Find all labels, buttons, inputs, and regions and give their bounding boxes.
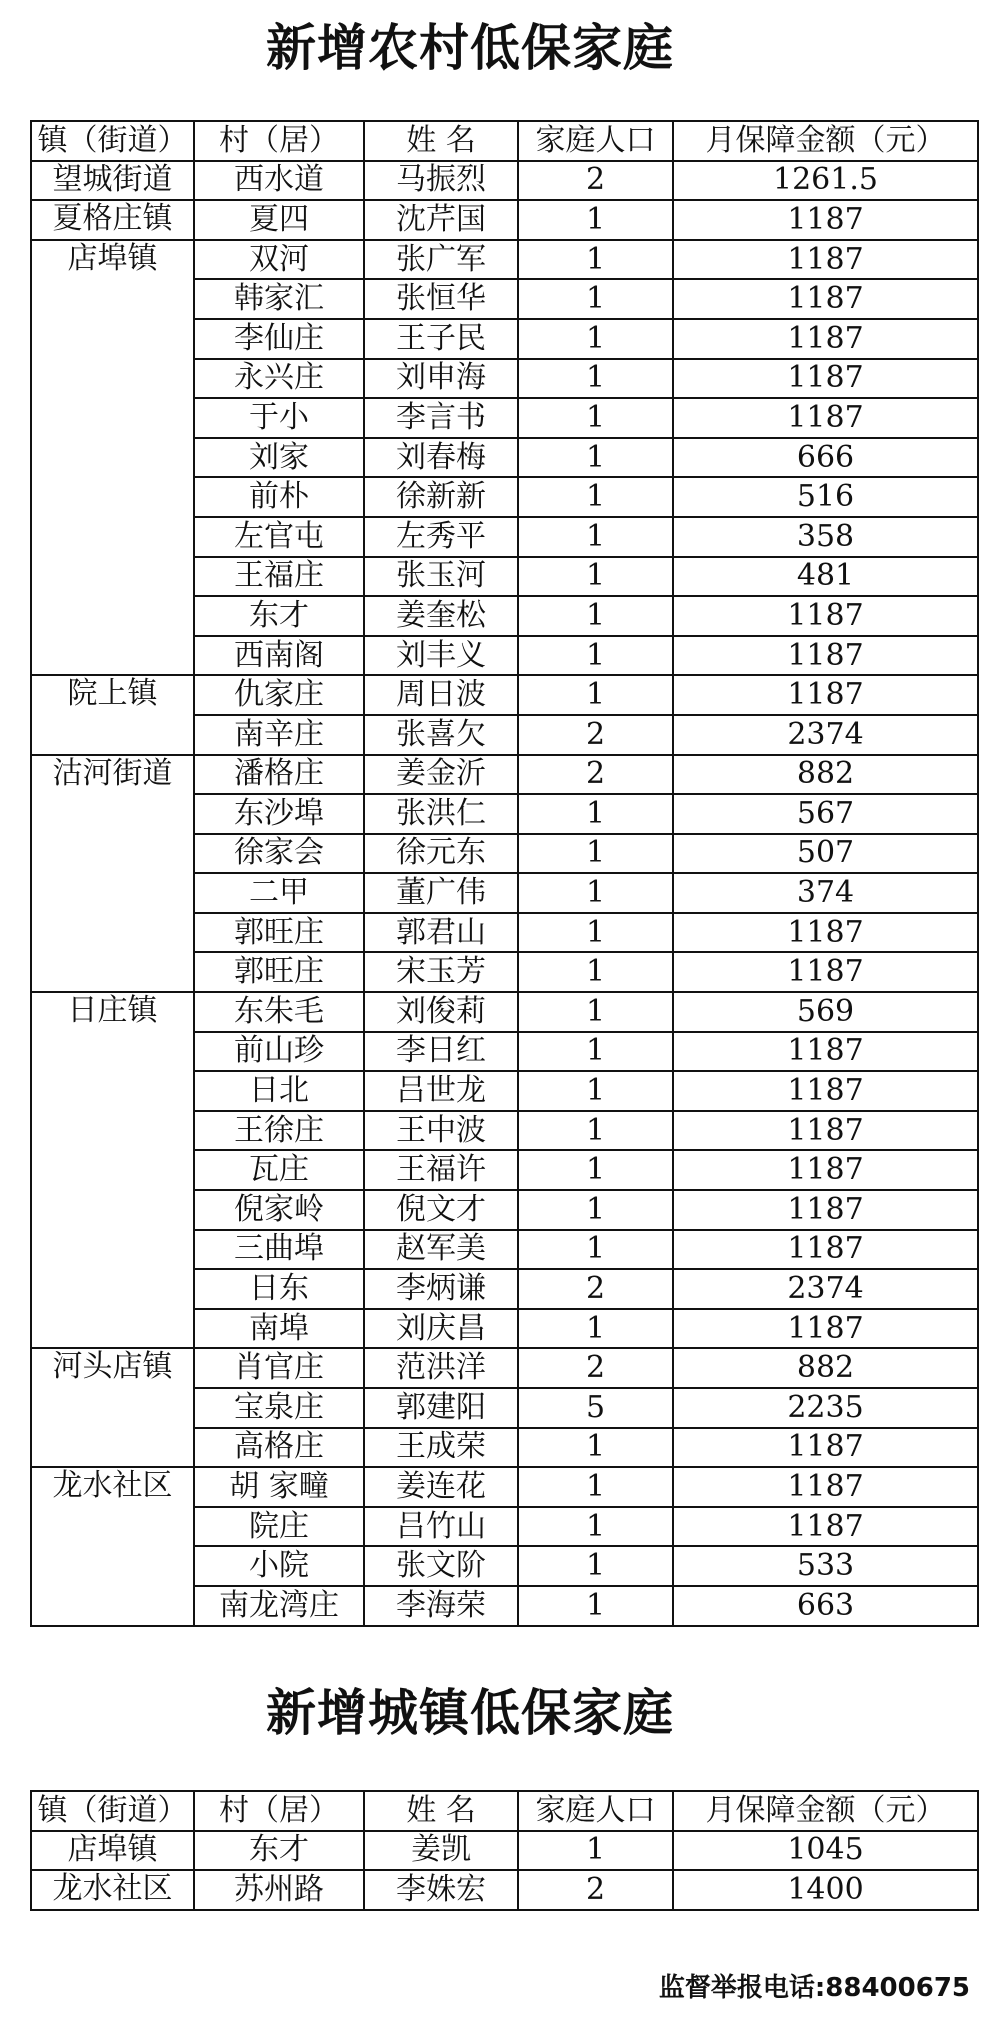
- amount-cell: 1187: [673, 1230, 978, 1270]
- household-size-cell: 2: [518, 715, 673, 755]
- town-cell: 店埠镇: [31, 240, 194, 676]
- table-row: [31, 1831, 978, 1871]
- household-size-cell: 1: [518, 240, 673, 280]
- household-size-cell: 1: [518, 1032, 673, 1072]
- amount-cell: 1187: [673, 636, 978, 676]
- header-monthly-amount: 月保障金额（元）: [673, 1791, 978, 1831]
- name-cell: 宋玉芳: [364, 952, 518, 992]
- amount-cell: 481: [673, 557, 978, 597]
- village-cell: 郭旺庄: [194, 913, 364, 953]
- household-size-cell: 1: [518, 1428, 673, 1468]
- header-village: 村（居）: [194, 1791, 364, 1831]
- table-row: [31, 992, 978, 1032]
- name-cell: 张玉河: [364, 557, 518, 597]
- household-size-cell: 1: [518, 359, 673, 399]
- name-cell: 姜金沂: [364, 755, 518, 795]
- household-size-cell: 1: [518, 952, 673, 992]
- household-size-cell: 1: [518, 517, 673, 557]
- village-cell: 潘格庄: [194, 755, 364, 795]
- header-name: 姓 名: [364, 1791, 518, 1831]
- household-size-cell: 1: [518, 1831, 673, 1871]
- village-cell: 东才: [194, 596, 364, 636]
- village-cell: 郭旺庄: [194, 952, 364, 992]
- amount-cell: 1187: [673, 359, 978, 399]
- amount-cell: 1400: [673, 1870, 978, 1910]
- town-cell: 龙水社区: [31, 1467, 194, 1625]
- urban-table: [30, 1790, 979, 1911]
- header-household-size: 家庭人口: [518, 121, 673, 161]
- amount-cell: 1187: [673, 398, 978, 438]
- name-cell: 王中波: [364, 1111, 518, 1151]
- name-cell: 左秀平: [364, 517, 518, 557]
- village-cell: 东朱毛: [194, 992, 364, 1032]
- amount-cell: 358: [673, 517, 978, 557]
- name-cell: 刘丰义: [364, 636, 518, 676]
- amount-cell: 1187: [673, 913, 978, 953]
- name-cell: 马振烈: [364, 161, 518, 201]
- name-cell: 周日波: [364, 675, 518, 715]
- amount-cell: 567: [673, 794, 978, 834]
- household-size-cell: 1: [518, 1111, 673, 1151]
- amount-cell: 1187: [673, 952, 978, 992]
- town-cell: 院上镇: [31, 675, 194, 754]
- name-cell: 吕竹山: [364, 1507, 518, 1547]
- village-cell: 肖官庄: [194, 1348, 364, 1388]
- amount-cell: 882: [673, 1348, 978, 1388]
- amount-cell: 1187: [673, 596, 978, 636]
- household-size-cell: 2: [518, 1269, 673, 1309]
- table-row: [31, 1870, 978, 1910]
- name-cell: 徐元东: [364, 834, 518, 874]
- amount-cell: 1187: [673, 1428, 978, 1468]
- amount-cell: 1187: [673, 1467, 978, 1507]
- amount-cell: 1187: [673, 1150, 978, 1190]
- household-size-cell: 1: [518, 1150, 673, 1190]
- village-cell: 院庄: [194, 1507, 364, 1547]
- village-cell: 王福庄: [194, 557, 364, 597]
- table-row: [31, 240, 978, 280]
- table-row: [31, 1467, 978, 1507]
- urban-table-body: [31, 1831, 978, 1910]
- rural-table-body: [31, 161, 978, 1626]
- name-cell: 张洪仁: [364, 794, 518, 834]
- village-cell: 南埠: [194, 1309, 364, 1349]
- header-monthly-amount: 月保障金额（元）: [673, 121, 978, 161]
- village-cell: 日北: [194, 1071, 364, 1111]
- village-cell: 小院: [194, 1546, 364, 1586]
- household-size-cell: 1: [518, 477, 673, 517]
- name-cell: 徐新新: [364, 477, 518, 517]
- amount-cell: 663: [673, 1586, 978, 1626]
- village-cell: 仇家庄: [194, 675, 364, 715]
- amount-cell: 1261.5: [673, 161, 978, 201]
- village-cell: 南龙湾庄: [194, 1586, 364, 1626]
- household-size-cell: 1: [518, 873, 673, 913]
- town-cell: 日庄镇: [31, 992, 194, 1348]
- household-size-cell: 2: [518, 161, 673, 201]
- name-cell: 刘春梅: [364, 438, 518, 478]
- household-size-cell: 1: [518, 834, 673, 874]
- household-size-cell: 1: [518, 675, 673, 715]
- amount-cell: 516: [673, 477, 978, 517]
- amount-cell: 2374: [673, 1269, 978, 1309]
- header-town: 镇（街道）: [31, 121, 194, 161]
- household-size-cell: 1: [518, 596, 673, 636]
- table-row: [31, 1348, 978, 1388]
- name-cell: 姜奎松: [364, 596, 518, 636]
- village-cell: 韩家汇: [194, 279, 364, 319]
- name-cell: 刘俊莉: [364, 992, 518, 1032]
- name-cell: 董广伟: [364, 873, 518, 913]
- village-cell: 王徐庄: [194, 1111, 364, 1151]
- village-cell: 南辛庄: [194, 715, 364, 755]
- village-cell: 东沙埠: [194, 794, 364, 834]
- table-row: [31, 675, 978, 715]
- header-name: 姓 名: [364, 121, 518, 161]
- household-size-cell: 1: [518, 279, 673, 319]
- amount-cell: 2374: [673, 715, 978, 755]
- name-cell: 范洪洋: [364, 1348, 518, 1388]
- village-cell: 徐家会: [194, 834, 364, 874]
- amount-cell: 2235: [673, 1388, 978, 1428]
- amount-cell: 1187: [673, 200, 978, 240]
- name-cell: 沈芹国: [364, 200, 518, 240]
- village-cell: 前山珍: [194, 1032, 364, 1072]
- village-cell: 苏州路: [194, 1870, 364, 1910]
- amount-cell: 1187: [673, 1071, 978, 1111]
- name-cell: 姜凯: [364, 1831, 518, 1871]
- table-row: [31, 200, 978, 240]
- table-row: [31, 161, 978, 201]
- village-cell: 东才: [194, 1831, 364, 1871]
- name-cell: 刘申海: [364, 359, 518, 399]
- village-cell: 胡 家疃: [194, 1467, 364, 1507]
- amount-cell: 374: [673, 873, 978, 913]
- header-town: 镇（街道）: [31, 1791, 194, 1831]
- household-size-cell: 1: [518, 557, 673, 597]
- amount-cell: 1187: [673, 1309, 978, 1349]
- village-cell: 日东: [194, 1269, 364, 1309]
- amount-cell: 1187: [673, 675, 978, 715]
- household-size-cell: 2: [518, 1870, 673, 1910]
- rural-title: 新增农村低保家庭: [266, 19, 674, 77]
- amount-cell: 1045: [673, 1831, 978, 1871]
- town-cell: 望城街道: [31, 161, 194, 201]
- name-cell: 王子民: [364, 319, 518, 359]
- name-cell: 赵军美: [364, 1230, 518, 1270]
- village-cell: 西水道: [194, 161, 364, 201]
- town-cell: 店埠镇: [31, 1831, 194, 1871]
- household-size-cell: 1: [518, 636, 673, 676]
- urban-header-row: [31, 1791, 978, 1831]
- village-cell: 李仙庄: [194, 319, 364, 359]
- household-size-cell: 1: [518, 1230, 673, 1270]
- household-size-cell: 1: [518, 200, 673, 240]
- household-size-cell: 1: [518, 794, 673, 834]
- village-cell: 二甲: [194, 873, 364, 913]
- name-cell: 李海荣: [364, 1586, 518, 1626]
- household-size-cell: 1: [518, 913, 673, 953]
- household-size-cell: 1: [518, 319, 673, 359]
- village-cell: 永兴庄: [194, 359, 364, 399]
- rural-header-row: [31, 121, 978, 161]
- village-cell: 左官屯: [194, 517, 364, 557]
- amount-cell: 666: [673, 438, 978, 478]
- rural-table: [30, 120, 979, 1627]
- amount-cell: 882: [673, 755, 978, 795]
- amount-cell: 1187: [673, 1032, 978, 1072]
- village-cell: 瓦庄: [194, 1150, 364, 1190]
- urban-title: 新增城镇低保家庭: [266, 1684, 674, 1742]
- amount-cell: 1187: [673, 319, 978, 359]
- village-cell: 双河: [194, 240, 364, 280]
- name-cell: 张恒华: [364, 279, 518, 319]
- name-cell: 郭建阳: [364, 1388, 518, 1428]
- name-cell: 刘庆昌: [364, 1309, 518, 1349]
- name-cell: 王福许: [364, 1150, 518, 1190]
- village-cell: 前朴: [194, 477, 364, 517]
- household-size-cell: 2: [518, 755, 673, 795]
- household-size-cell: 1: [518, 992, 673, 1032]
- name-cell: 李日红: [364, 1032, 518, 1072]
- amount-cell: 533: [673, 1546, 978, 1586]
- name-cell: 张广军: [364, 240, 518, 280]
- household-size-cell: 1: [518, 1071, 673, 1111]
- name-cell: 李炳谦: [364, 1269, 518, 1309]
- village-cell: 倪家岭: [194, 1190, 364, 1230]
- name-cell: 倪文才: [364, 1190, 518, 1230]
- amount-cell: 1187: [673, 1507, 978, 1547]
- town-cell: 夏格庄镇: [31, 200, 194, 240]
- town-cell: 龙水社区: [31, 1870, 194, 1910]
- name-cell: 李姝宏: [364, 1870, 518, 1910]
- name-cell: 张喜欠: [364, 715, 518, 755]
- hotline-text: 监督举报电话:88400675: [658, 1973, 970, 2003]
- household-size-cell: 1: [518, 1507, 673, 1547]
- household-size-cell: 2: [518, 1348, 673, 1388]
- village-cell: 夏四: [194, 200, 364, 240]
- household-size-cell: 5: [518, 1388, 673, 1428]
- name-cell: 张文阶: [364, 1546, 518, 1586]
- village-cell: 高格庄: [194, 1428, 364, 1468]
- town-cell: 河头店镇: [31, 1348, 194, 1467]
- household-size-cell: 1: [518, 1467, 673, 1507]
- amount-cell: 1187: [673, 1190, 978, 1230]
- village-cell: 刘家: [194, 438, 364, 478]
- household-size-cell: 1: [518, 398, 673, 438]
- household-size-cell: 1: [518, 1546, 673, 1586]
- name-cell: 郭君山: [364, 913, 518, 953]
- household-size-cell: 1: [518, 1309, 673, 1349]
- amount-cell: 1187: [673, 279, 978, 319]
- name-cell: 王成荣: [364, 1428, 518, 1468]
- amount-cell: 569: [673, 992, 978, 1032]
- name-cell: 姜连花: [364, 1467, 518, 1507]
- name-cell: 吕世龙: [364, 1071, 518, 1111]
- town-cell: 沽河街道: [31, 755, 194, 993]
- amount-cell: 1187: [673, 240, 978, 280]
- header-household-size: 家庭人口: [518, 1791, 673, 1831]
- header-village: 村（居）: [194, 121, 364, 161]
- village-cell: 西南阁: [194, 636, 364, 676]
- village-cell: 于小: [194, 398, 364, 438]
- household-size-cell: 1: [518, 1586, 673, 1626]
- amount-cell: 1187: [673, 1111, 978, 1151]
- name-cell: 李言书: [364, 398, 518, 438]
- table-row: [31, 755, 978, 795]
- village-cell: 三曲埠: [194, 1230, 364, 1270]
- household-size-cell: 1: [518, 1190, 673, 1230]
- household-size-cell: 1: [518, 438, 673, 478]
- amount-cell: 507: [673, 834, 978, 874]
- village-cell: 宝泉庄: [194, 1388, 364, 1428]
